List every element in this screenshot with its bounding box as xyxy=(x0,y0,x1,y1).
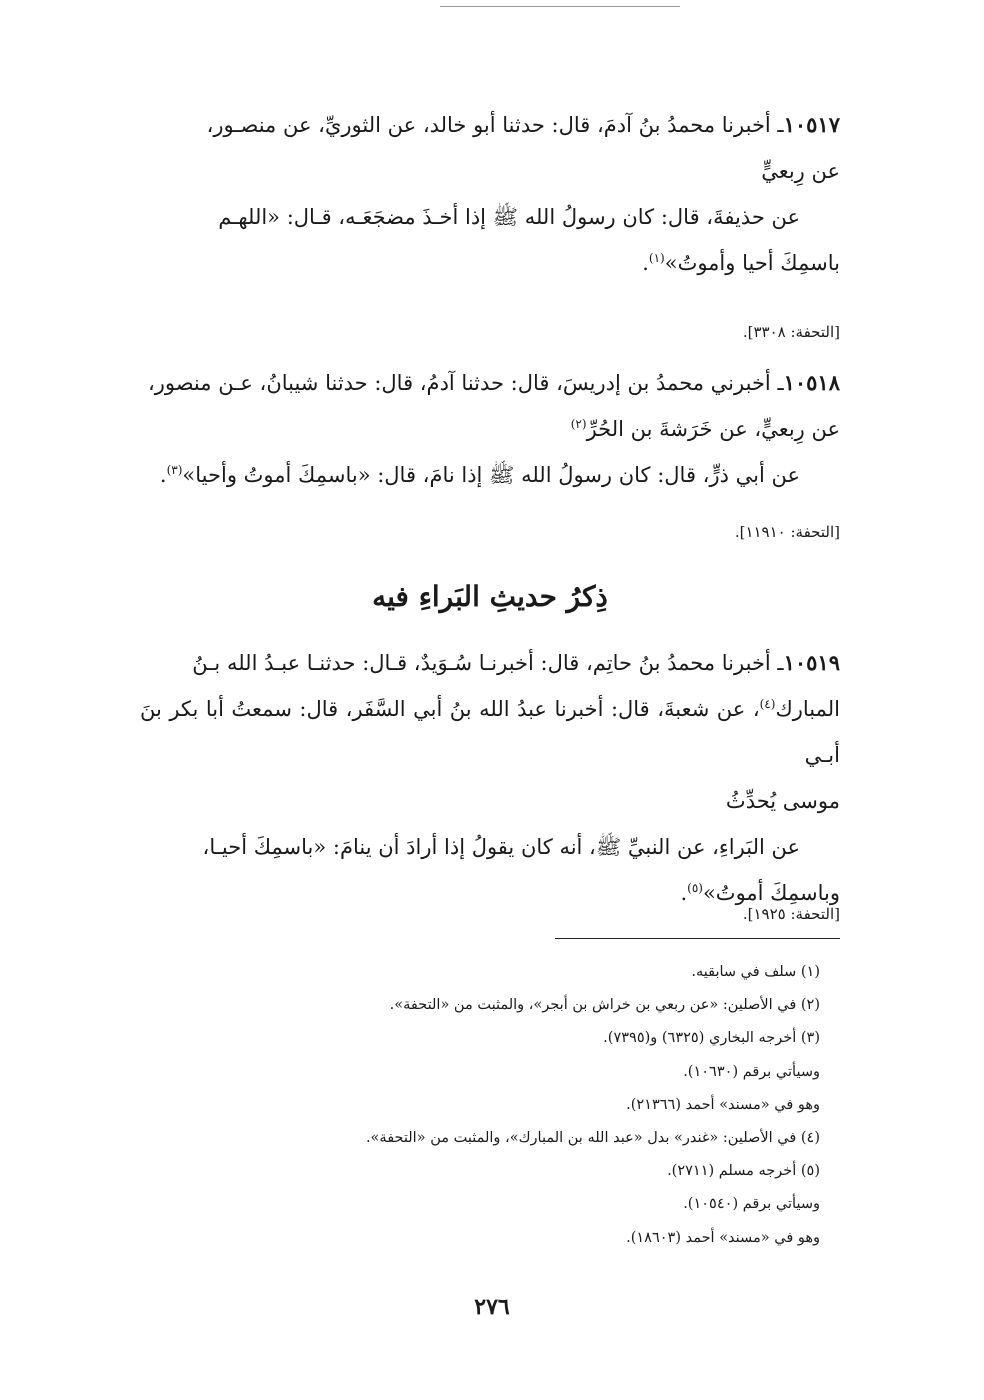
hadith-matn-line: عن البَراءِ، عن النبيِّ ﷺ، أنه كان يقولُ إذا أرادَ أن ينامَ: «باسمِكَ أحيـا، xyxy=(202,835,800,859)
footnotes-list xyxy=(300,956,820,1255)
hadith-number: ١٠٥١٧ xyxy=(783,112,840,137)
hadith-isnad-line: ١٠٥١٩ـ أخبرنا محمدُ بنُ حاتِم، قال: أخبرنـا سُـوَيدٌ، قـال: حدثنـا عبـدُ الله بـنُ xyxy=(192,650,840,675)
footnote: (٥) أخرجه مسلم (٢٧١١). xyxy=(667,1163,820,1180)
hadith-matn-line: عن أبي ذرٍّ، قال: كان رسولُ الله ﷺ إذا نامَ، قال: «باسمِكَ أموتُ وأحيا»$^{(٣)}$. xyxy=(159,463,800,487)
footnote: (٣) أخرجه البخاري (٦٣٢٥) و(٧٣٩٥). xyxy=(603,1030,820,1047)
footnote-ref: (٤) xyxy=(759,697,776,711)
hadith-10517 xyxy=(140,102,840,286)
tuhfa-reference: [التحفة: ١٩٢٥]. xyxy=(742,905,840,923)
footnote: (١) سلف في سابقيه. xyxy=(691,964,820,980)
footnote-ref: (٥) xyxy=(687,881,703,895)
top-rule xyxy=(440,6,680,7)
hadith-isnad-line: موسى يُحدِّثُ xyxy=(725,789,840,813)
footnote-ref: (٢) xyxy=(570,417,587,431)
hadith-number: ١٠٥١٨ xyxy=(783,370,840,395)
footnote: وهو في «مسند» أحمد (٢١٣٦٦). xyxy=(626,1096,820,1113)
tuhfa-reference: [التحفة: ٣٣٠٨]. xyxy=(742,323,840,341)
hadith-matn-line: باسمِكَ أحيا وأموتُ»$^{(١)}$. xyxy=(642,251,840,275)
page-number: ٢٧٦ xyxy=(474,1294,510,1320)
hadith-isnad-line: ١٠٥١٨ـ أخبرني محمدُ بن إدريسَ، قال: حدثنا آدمُ، قال: حدثنا شيبانُ، عـن منصور، xyxy=(147,370,840,395)
hadith-matn-line: عن حذيفةَ، قال: كان رسولُ الله ﷺ إذا أخـذَ مضجَعَـه، قـال: «اللهـم xyxy=(218,205,800,229)
hadith-isnad-line: ١٠٥١٧ـ أخبرنا محمدُ بنُ آدمَ، قال: حدثنا أبو خالد، عن الثوريِّ، عن منصـور، xyxy=(206,112,840,137)
hadith-isnad-line: المبارك$^{(٤)}$، عن شعبةَ، قال: أخبرنا عبدُ الله بنُ أبي السَّفَر، قال: سمعتُ أبا بكر بنَ أبـي xyxy=(140,697,840,767)
section-heading: ذِكرُ حديثِ البَراءِ فيه xyxy=(372,580,608,613)
tuhfa-reference: [التحفة: ١١٩١٠]. xyxy=(734,523,840,541)
hadith-10519 xyxy=(140,640,840,916)
footnote: وهو في «مسند» أحمد (١٨٦٠٣). xyxy=(626,1229,820,1246)
footnote: (٤) في الأصلين: «غندر» بدل «عبد الله بن المبارك»، والمثبت من «التحفة». xyxy=(365,1130,820,1147)
footnote: وسيأتي برقم (١٠٥٤٠). xyxy=(683,1196,820,1213)
footnote-ref: (٣) xyxy=(166,463,183,477)
hadith-isnad-line: عن رِبعيٍّ xyxy=(761,159,840,183)
footnote-separator xyxy=(555,938,840,939)
hadith-isnad-line: عن رِبعيٍّ، عن خَرَشةَ بن الحُرِّ$^{(٢)}$ xyxy=(570,417,840,441)
footnote-ref: (١) xyxy=(648,251,665,265)
footnote: (٢) في الأصلين: «عن ربعي بن خراش بن أبجر»، والمثبت من «التحفة». xyxy=(389,997,820,1014)
hadith-matn-line: وباسمِكَ أموتُ»$^{(٥)}$. xyxy=(680,881,840,905)
hadith-number: ١٠٥١٩ xyxy=(783,650,840,675)
hadith-10518 xyxy=(140,360,840,498)
footnote: وسيأتي برقم (١٠٦٣٠). xyxy=(683,1063,820,1080)
